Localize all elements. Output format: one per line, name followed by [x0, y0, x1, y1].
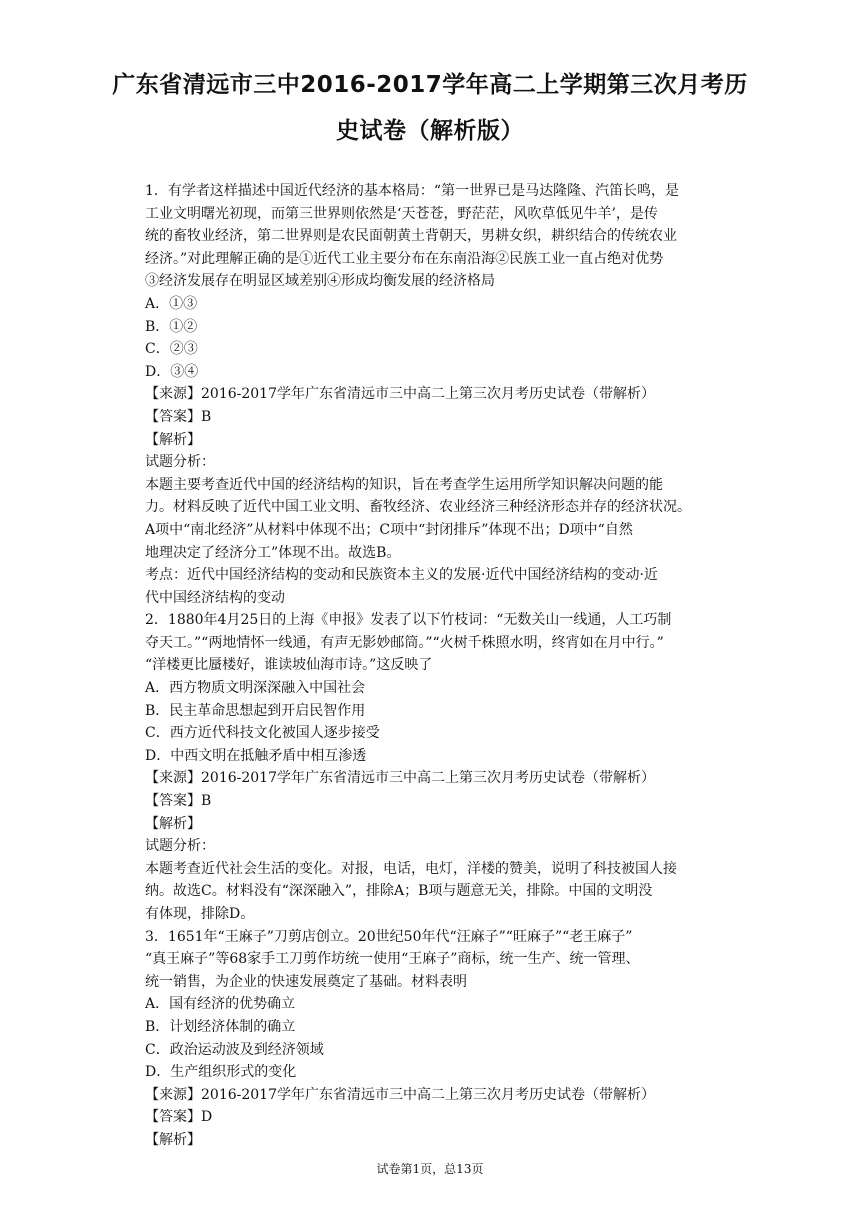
source-line: 【来源】2016-2017学年广东省清远市三中高二上第三次月考历史试卷（带解析） [145, 770, 655, 787]
analysis-line: 本题主要考查近代中国的经济结构的知识，旨在考查学生运用所学知识解决问题的能 [145, 476, 663, 493]
answer-option: C．政治运动波及到经济领域 [145, 1041, 324, 1058]
answer-option: C．②③ [145, 341, 198, 358]
analysis-label: 【解析】 [145, 431, 201, 448]
analysis-line: 力。材料反映了近代中国工业文明、畜牧经济、农业经济三种经济形态并存的经济状况。 [145, 499, 691, 516]
analysis-line: 试题分析： [145, 838, 215, 855]
answer-line: 【答案】D [145, 1109, 213, 1126]
analysis-label: 【解析】 [145, 815, 201, 832]
question-stem-line: 1．有学者这样描述中国近代经济的基本格局：“第一世界已是马达隆隆、汽笛长鸣，是 [145, 183, 680, 199]
answer-option: D．生产组织形式的变化 [145, 1064, 297, 1081]
question-stem-line: 夺天工。”“两地情怀一线通，有声无影妙邮筒。”“火树千株照水明，终宵如在月中行。” [145, 634, 664, 651]
analysis-line: 有体现，排除D。 [145, 906, 255, 922]
answer-option: A．①③ [145, 295, 198, 312]
title-line-2: 史试卷（解析版） [336, 118, 524, 144]
analysis-line: 地理决定了经济分工”体现不出。故选B。 [145, 544, 401, 561]
question-stem-line: 2．1880年4月25日的上海《申报》发表了以下竹枝词：“无数关山一线通，人工巧制 [145, 612, 672, 629]
question-stem-line: 统的畜牧业经济，第二世界则是农民面朝黄土背朝天，男耕女织，耕织结合的传统农业 [145, 228, 677, 245]
answer-option: B．①② [145, 318, 198, 335]
answer-option: A．西方物质文明深深融入中国社会 [145, 680, 366, 697]
question-stem-line: “洋楼更比蜃楼好，谁读坡仙海市诗。”这反映了 [145, 657, 433, 674]
analysis-line: 试题分析： [145, 454, 215, 471]
title-line-1: 广东省清远市三中2016-2017学年高二上学期第三次月考历 [112, 72, 748, 98]
answer-option: B．计划经济体制的确立 [145, 1018, 296, 1035]
question-stem-line: ③经济发展存在明显区域差别④形成均衡发展的经济格局 [145, 273, 495, 290]
page-footer: 试卷第1页，总13页 [376, 1162, 484, 1176]
question-3 [145, 926, 725, 1152]
analysis-line: A项中“南北经济”从材料中体现不出；C项中“封闭排斥”体现不出；D项中“自然 [145, 521, 633, 538]
answer-option: A．国有经济的优势确立 [145, 996, 296, 1013]
answer-option: D．中西文明在抵触矛盾中相互渗透 [145, 747, 367, 764]
answer-option: B．民主革命思想起到开启民智作用 [145, 702, 366, 719]
answer-option: C．西方近代科技文化被国人逐步接受 [145, 725, 380, 742]
question-stem-line: 工业文明曙光初现，而第三世界则依然是‘天苍苍，野茫茫，风吹草低见牛羊’，是传 [145, 205, 658, 222]
question-list [145, 180, 725, 1152]
question-stem-line: 3．1651年“王麻子”刀剪店创立。20世纪50年代“汪麻子”“旺麻子”“老王麻子” [145, 928, 633, 945]
analysis-line: 代中国经济结构的变动 [145, 589, 285, 606]
answer-line: 【答案】B [145, 408, 212, 425]
question-stem-line: 统一销售，为企业的快速发展奠定了基础。材料表明 [145, 973, 467, 990]
analysis-line: 本题考查近代社会生活的变化。对报，电话，电灯，洋楼的赞美，说明了科技被国人接 [145, 860, 677, 877]
answer-line: 【答案】B [145, 793, 212, 810]
analysis-line: 纳。故选C。材料没有“深深融入”，排除A；B项与题意无关，排除。中国的文明没 [145, 883, 653, 900]
question-stem-line: “真王麻子”等68家手工刀剪作坊统一使用“王麻子”商标，统一生产、统一管理、 [145, 951, 640, 968]
question-1 [145, 180, 725, 609]
source-line: 【来源】2016-2017学年广东省清远市三中高二上第三次月考历史试卷（带解析） [145, 1086, 655, 1103]
source-line: 【来源】2016-2017学年广东省清远市三中高二上第三次月考历史试卷（带解析） [145, 386, 655, 403]
answer-option: D．③④ [145, 363, 199, 380]
analysis-label: 【解析】 [145, 1131, 201, 1148]
analysis-line: 考点：近代中国经济结构的变动和民族资本主义的发展·近代中国经济结构的变动·近 [145, 567, 658, 584]
question-2 [145, 609, 725, 925]
question-stem-line: 经济。”对此理解正确的是①近代工业主要分布在东南沿海②民族工业一直占绝对优势 [145, 250, 664, 267]
document-title [60, 62, 800, 154]
